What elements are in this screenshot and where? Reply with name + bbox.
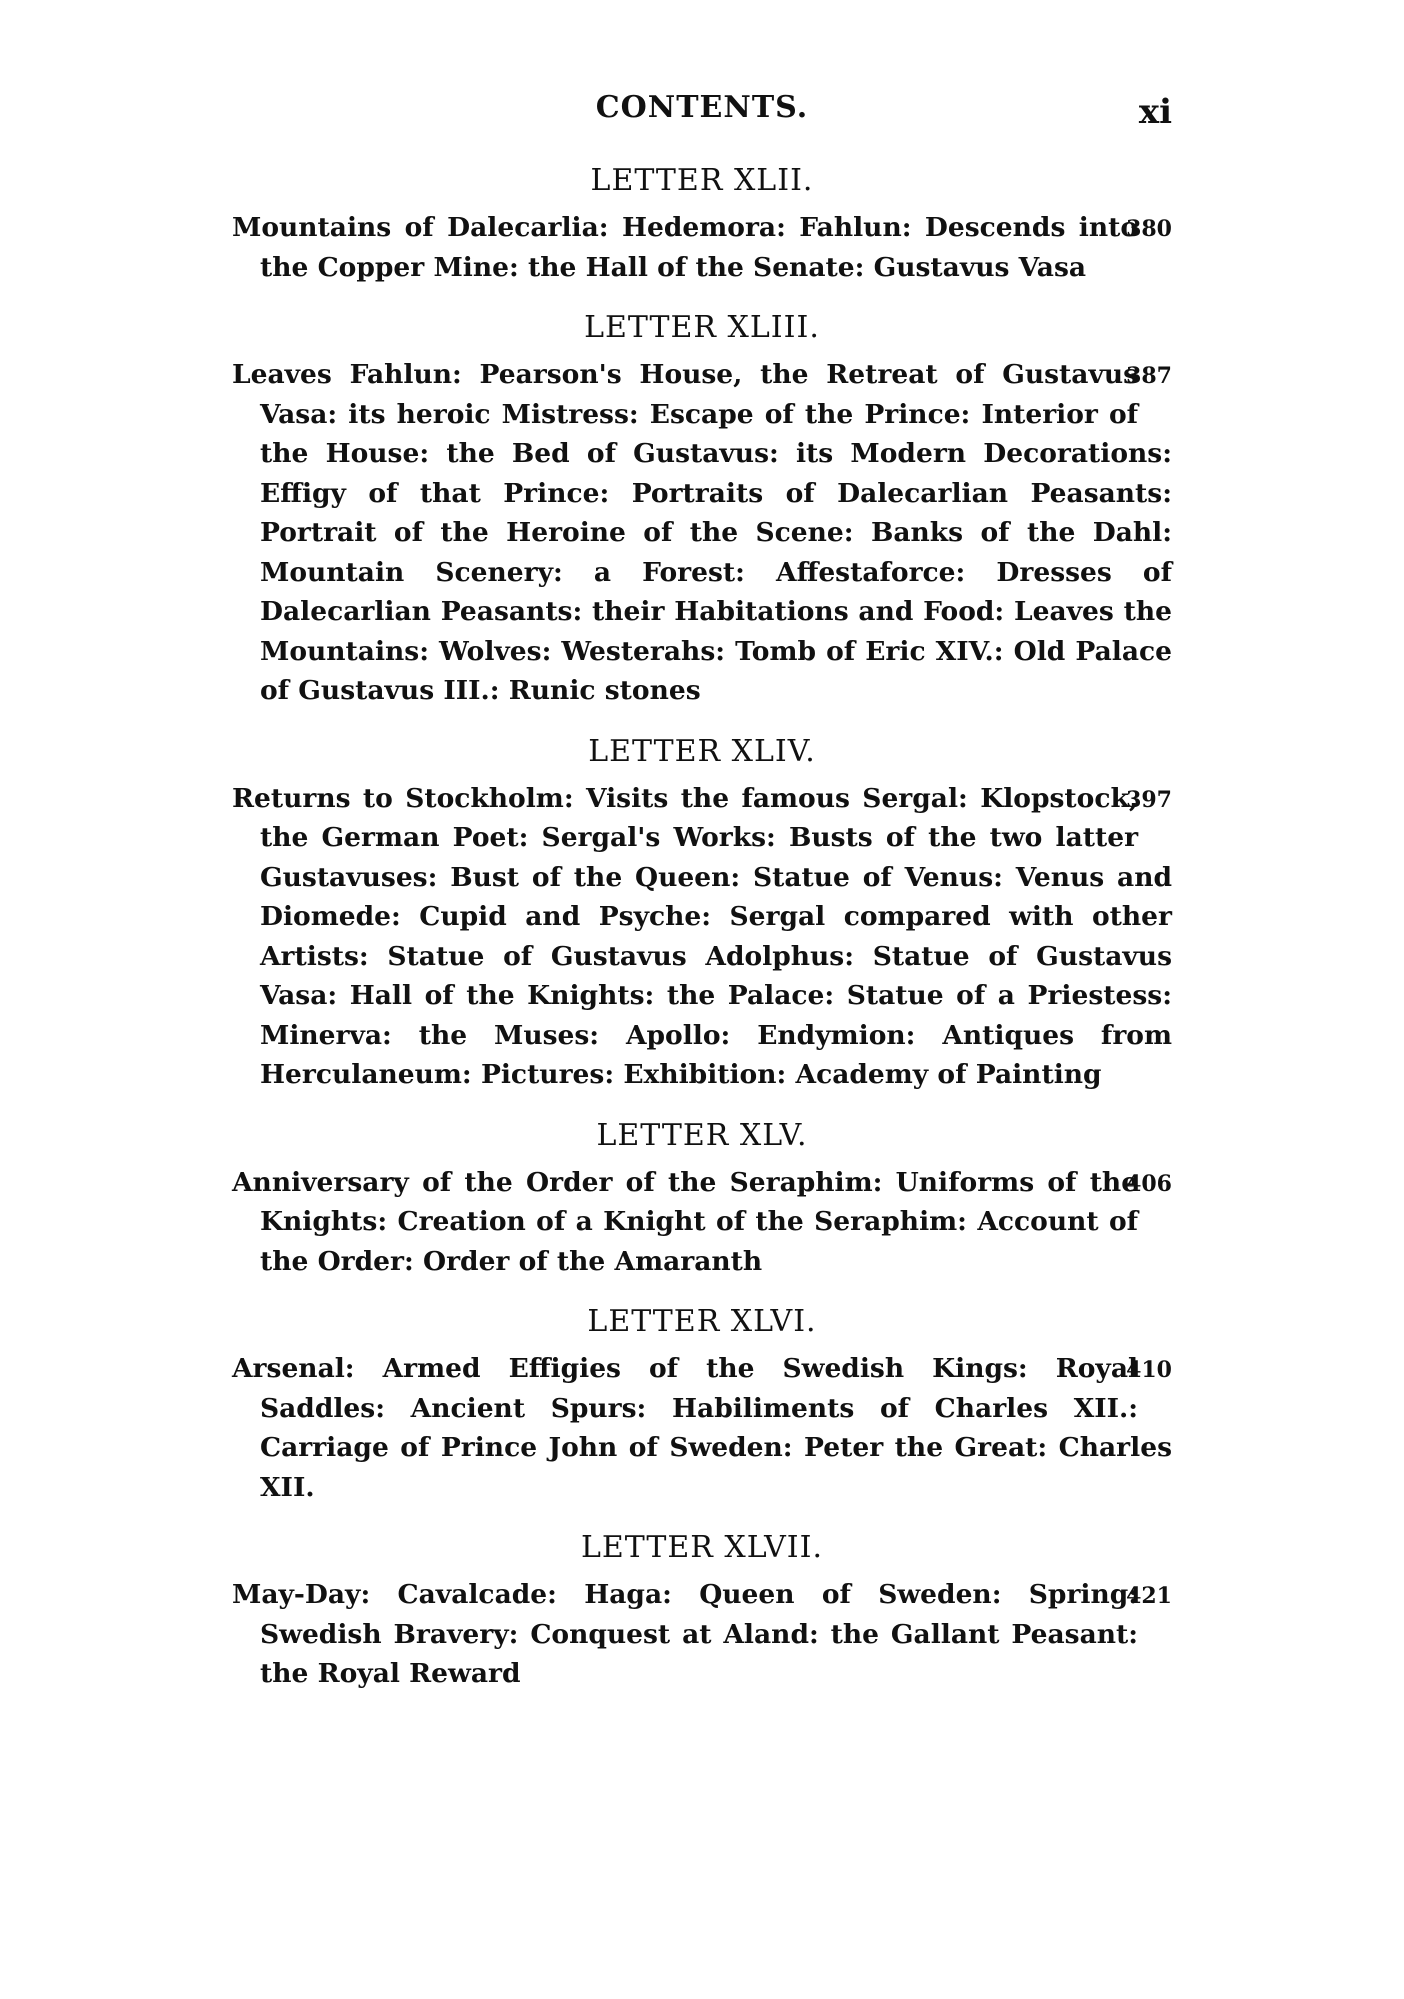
page-number: xi	[1138, 92, 1172, 132]
letter-entry	[232, 1529, 1172, 1694]
entry-text: Leaves Fahlun: Pearson's House, the Retreat of Gustavus Vasa: its heroic Mistress: Escape of the Prince: Interior of the House: the Bed of Gustavus: its Modern Decorations: Effigy of that Prince: Portraits of Dalecarlian Peasants: Portrait of the Heroine of the Scene: Banks of the Dahl: Mountain Scenery: a Forest: Affestaforce: Dresses of Dalecarlian Peasants: their Habitations and Food: Leaves the Mountains: Wolves: Westerahs: Tomb of Eric XIV.: Old Palace of Gustavus III.: Runic stones	[232, 359, 1172, 706]
entry-page-number: 397	[1126, 786, 1172, 813]
letter-entry	[232, 733, 1172, 1095]
letter-heading: LETTER XLIII.	[584, 310, 820, 345]
letter-heading: LETTER XLVII.	[580, 1530, 824, 1565]
entry-page-number: 406	[1126, 1170, 1172, 1197]
letter-heading: LETTER XLVI.	[587, 1304, 817, 1339]
entry-page-number: 380	[1126, 216, 1172, 242]
letter-entry	[232, 162, 1172, 287]
entry-text: Mountains of Dalecarlia: Hedemora: Fahlun: Descends into the Copper Mine: the Hall of the Senate: Gustavus Vasa	[232, 212, 1139, 283]
letter-summary	[232, 1163, 1172, 1282]
entry-page-number: 410	[1126, 1357, 1172, 1383]
letter-heading: LETTER XLV.	[596, 1117, 808, 1153]
entry-text: Returns to Stockholm: Visits the famous Sergal: Klopstock, the German Poet: Sergal's Works: Busts of the two latter Gustavuses: Bust of the Queen: Statue of Venus: Venus and Diomede: Cupid and Psyche: Sergal compared with other Artists: Statue of Gustavus Adolphus: Statue of Gustavus Vasa: Hall of the Knights: the Palace: Statue of a Priestess: Minerva: the Muses: Apollo: Endymion: Antiques from Herculaneum: Pictures: Exhibition: Academy of Painting	[232, 782, 1172, 1090]
letter-summary	[232, 355, 1172, 711]
letter-entry	[232, 309, 1172, 711]
entry-text: Anniversary of the Order of the Seraphim: Uniforms of the Knights: Creation of a Knight of the Seraphim: Account of the Order: Order of the Amaranth	[232, 1166, 1139, 1277]
page-title: CONTENTS.	[595, 90, 809, 125]
contents-page	[232, 90, 1172, 1694]
entry-page-number: 387	[1126, 363, 1172, 389]
letter-entry	[232, 1303, 1172, 1507]
letter-summary	[232, 1349, 1172, 1507]
letter-summary	[232, 208, 1172, 287]
letter-heading: LETTER XLIV.	[588, 733, 816, 769]
running-head	[232, 90, 1172, 140]
letter-summary	[232, 1575, 1172, 1694]
entry-page-number: 421	[1126, 1583, 1172, 1609]
letter-entry	[232, 1117, 1172, 1282]
letter-summary	[232, 779, 1172, 1095]
entry-text: Arsenal: Armed Effigies of the Swedish Kings: Royal Saddles: Ancient Spurs: Habiliments of Charles XII.: Carriage of Prince John of Sweden: Peter the Great: Charles XII.	[232, 1353, 1172, 1503]
entry-text: May-Day: Cavalcade: Haga: Queen of Sweden: Spring: Swedish Bravery: Conquest at Aland: the Gallant Peasant: the Royal Reward	[232, 1579, 1139, 1689]
letter-heading: LETTER XLII.	[590, 163, 814, 198]
